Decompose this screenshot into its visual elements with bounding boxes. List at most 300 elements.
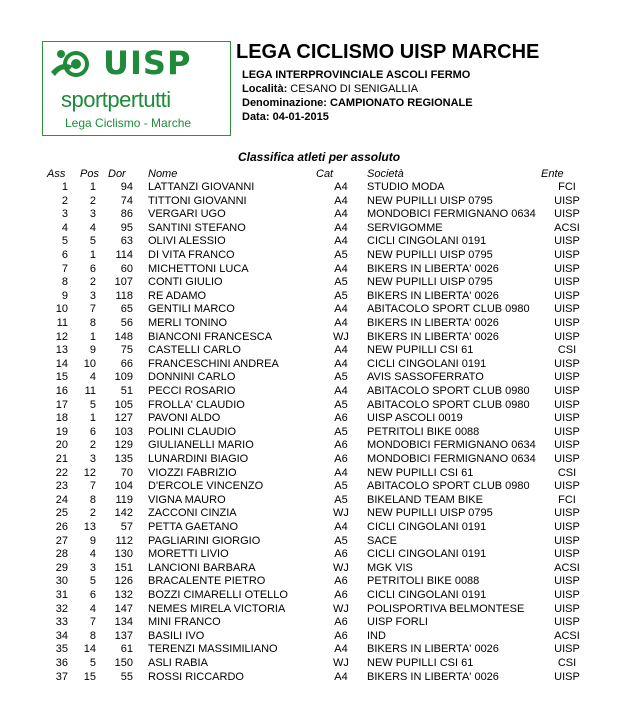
table-row — [0, 589, 641, 603]
category-cell: A6 — [334, 629, 348, 642]
team-cell: NEW PUPILLI CSI 61 — [367, 344, 474, 357]
bib-cell: 135 — [114, 453, 133, 465]
athlete-name-cell: ZACCONI CINZIA — [148, 507, 237, 520]
category-cell: A4 — [334, 194, 348, 207]
rank-cell: 30 — [55, 575, 68, 588]
table-row — [0, 358, 641, 372]
category-cell: A5 — [334, 289, 348, 302]
category-position-cell: 2 — [89, 507, 96, 520]
category-cell: A6 — [334, 616, 348, 629]
entity-cell: UISP — [554, 385, 580, 397]
team-cell: UISP ASCOLI 0019 — [367, 412, 463, 425]
entity-cell: CSI — [557, 344, 577, 357]
table-row — [0, 467, 641, 481]
rank-cell: 5 — [61, 235, 68, 248]
category-cell: A5 — [334, 493, 348, 506]
entity-cell: UISP — [554, 357, 580, 370]
team-cell: IND — [367, 629, 386, 642]
category-cell: A4 — [334, 670, 348, 683]
category-position-cell: 8 — [89, 629, 96, 642]
category-position-cell: 2 — [89, 194, 96, 207]
col-ass: Ass — [47, 168, 66, 180]
team-cell: SERVIGOMME — [367, 221, 443, 234]
rank-cell: 10 — [55, 303, 68, 316]
entity-cell: CSI — [557, 657, 577, 669]
bib-cell: 66 — [120, 357, 133, 370]
category-position-cell: 2 — [89, 439, 96, 452]
athlete-name-cell: BASILI IVO — [148, 629, 205, 642]
team-cell: NEW PUPILLI UISP 0795 — [367, 249, 493, 261]
team-cell: CICLI CINGOLANI 0191 — [367, 357, 487, 370]
rank-cell: 27 — [55, 534, 68, 547]
team-cell: BIKERS IN LIBERTA' 0026 — [367, 670, 499, 683]
team-cell: PETRITOLI BIKE 0088 — [367, 425, 480, 438]
rank-cell: 32 — [55, 602, 68, 615]
team-cell: CICLI CINGOLANI 0191 — [367, 235, 487, 248]
category-cell: WJ — [333, 507, 349, 520]
rank-cell: 26 — [55, 521, 68, 533]
team-cell: POLISPORTIVA BELMONTESE — [367, 602, 525, 615]
rank-cell: 1 — [61, 181, 68, 193]
rank-cell: 19 — [55, 425, 68, 438]
athlete-name-cell: MORETTI LIVIO — [148, 548, 229, 561]
team-cell: BIKERS IN LIBERTA' 0026 — [367, 317, 499, 329]
table-row — [0, 562, 641, 576]
table-row — [0, 412, 641, 426]
category-position-cell: 7 — [89, 616, 96, 629]
category-position-cell: 6 — [89, 262, 96, 275]
category-position-cell: 11 — [84, 385, 96, 397]
bib-cell: 63 — [120, 235, 133, 248]
rank-cell: 18 — [55, 412, 68, 425]
category-cell: WJ — [333, 561, 349, 574]
athlete-name-cell: GENTILI MARCO — [148, 303, 235, 316]
team-cell: MGK VIS — [367, 561, 413, 574]
category-position-cell: 7 — [89, 303, 96, 316]
entity-cell: UISP — [554, 507, 580, 520]
category-cell: A4 — [334, 235, 348, 248]
category-cell: A5 — [334, 276, 348, 289]
entity-cell: UISP — [554, 616, 580, 629]
category-position-cell: 2 — [89, 276, 96, 289]
team-cell: CICLI CINGOLANI 0191 — [367, 589, 487, 601]
date-line: Data: 04-01-2015 — [242, 111, 329, 123]
athlete-name-cell: TERENZI MASSIMILIANO — [148, 643, 278, 656]
team-cell: CICLI CINGOLANI 0191 — [367, 548, 487, 561]
bib-cell: 142 — [114, 507, 133, 520]
rank-cell: 17 — [55, 398, 68, 411]
bib-cell: 119 — [115, 493, 133, 506]
category-cell: A6 — [334, 412, 348, 425]
rank-cell: 24 — [55, 493, 68, 506]
category-position-cell: 14 — [83, 643, 96, 656]
bib-cell: 126 — [114, 575, 133, 588]
rank-cell: 21 — [55, 453, 68, 465]
entity-cell: UISP — [554, 453, 580, 465]
bib-cell: 107 — [114, 276, 133, 289]
entity-cell: UISP — [554, 194, 580, 207]
bib-cell: 103 — [114, 425, 133, 438]
logo-subtitle: Lega Ciclismo - Marche — [65, 116, 192, 130]
category-position-cell: 8 — [89, 493, 96, 506]
category-cell: A6 — [334, 589, 348, 601]
team-cell: BIKERS IN LIBERTA' 0026 — [367, 262, 499, 275]
table-row — [0, 575, 641, 589]
team-cell: NEW PUPILLI CSI 61 — [367, 657, 474, 669]
rank-cell: 11 — [56, 317, 68, 329]
athlete-name-cell: CASTELLI CARLO — [148, 344, 241, 357]
bib-cell: 109 — [114, 371, 133, 384]
entity-cell: CSI — [557, 466, 577, 479]
athlete-name-cell: PETTA GAETANO — [148, 521, 239, 533]
table-row — [0, 603, 641, 617]
entity-cell: UISP — [554, 317, 580, 329]
table-row — [0, 331, 641, 345]
athlete-name-cell: RE ADAMO — [148, 289, 207, 302]
entity-cell: UISP — [554, 602, 580, 615]
table-row — [0, 535, 641, 549]
rank-cell: 4 — [61, 221, 68, 234]
entity-cell: UISP — [554, 521, 580, 533]
table-row — [0, 399, 641, 413]
category-cell: A4 — [334, 385, 348, 397]
athlete-name-cell: LUNARDINI BIAGIO — [148, 453, 249, 465]
bib-cell: 55 — [120, 670, 133, 683]
bib-cell: 70 — [120, 466, 133, 479]
table-row — [0, 208, 641, 222]
bib-cell: 51 — [120, 385, 133, 397]
team-cell: ABITACOLO SPORT CLUB 0980 — [367, 398, 530, 411]
category-cell: A4 — [334, 181, 348, 193]
athlete-name-cell: VIOZZI FABRIZIO — [148, 466, 237, 479]
athlete-name-cell: BRACALENTE PIETRO — [148, 575, 266, 588]
table-row — [0, 548, 641, 562]
athlete-name-cell: LATTANZI GIOVANNI — [148, 181, 255, 193]
entity-cell: UISP — [554, 303, 580, 316]
rank-cell: 14 — [55, 357, 68, 370]
entity-cell: UISP — [554, 589, 580, 601]
category-cell: A6 — [334, 575, 348, 588]
table-row — [0, 263, 641, 277]
entity-cell: FCI — [558, 181, 576, 193]
rank-cell: 37 — [55, 670, 68, 683]
athlete-name-cell: PECCI ROSARIO — [148, 385, 236, 397]
table-row — [0, 385, 641, 399]
entity-cell: UISP — [554, 276, 580, 289]
entity-cell: UISP — [554, 249, 580, 261]
table-subtitle: Classifica atleti per assoluto — [238, 150, 401, 164]
category-position-cell: 6 — [89, 425, 96, 438]
bib-cell: 148 — [114, 330, 133, 343]
logo-brand: UISP — [103, 44, 192, 82]
athlete-name-cell: ASLI RABIA — [148, 657, 208, 669]
rank-cell: 23 — [55, 480, 68, 493]
bib-cell: 118 — [115, 289, 133, 302]
category-position-cell: 7 — [89, 480, 96, 493]
category-cell: A4 — [334, 208, 348, 221]
rank-cell: 3 — [61, 208, 68, 221]
table-row — [0, 671, 641, 685]
table-row — [0, 630, 641, 644]
team-cell: ABITACOLO SPORT CLUB 0980 — [367, 480, 530, 493]
athlete-name-cell: SANTINI STEFANO — [148, 221, 246, 234]
table-row — [0, 276, 641, 290]
athlete-name-cell: MINI FRANCO — [148, 616, 221, 629]
bib-cell: 132 — [114, 589, 133, 601]
category-cell: A6 — [334, 548, 348, 561]
event-name-line: Denominazione: CAMPIONATO REGIONALE — [242, 97, 473, 109]
category-position-cell: 5 — [89, 235, 96, 248]
entity-cell: UISP — [554, 235, 580, 248]
table-row — [0, 222, 641, 236]
category-position-cell: 5 — [89, 398, 96, 411]
rank-cell: 6 — [61, 249, 68, 261]
athlete-name-cell: NEMES MIRELA VICTORIA — [148, 602, 286, 615]
table-row — [0, 480, 641, 494]
team-cell: AVIS SASSOFERRATO — [367, 371, 484, 384]
category-cell: A4 — [334, 262, 348, 275]
table-row — [0, 249, 641, 263]
category-position-cell: 3 — [89, 208, 96, 221]
rank-cell: 33 — [55, 616, 68, 629]
rank-cell: 13 — [55, 344, 68, 357]
team-cell: MONDOBICI FERMIGNANO 0634 — [367, 208, 536, 221]
category-position-cell: 8 — [89, 317, 96, 329]
entity-cell: ACSI — [554, 221, 580, 234]
rank-cell: 9 — [61, 289, 68, 302]
table-row — [0, 521, 641, 535]
bib-cell: 75 — [120, 344, 133, 357]
rank-cell: 16 — [55, 385, 68, 397]
entity-cell: UISP — [554, 670, 580, 683]
bib-cell: 127 — [114, 412, 133, 425]
rank-cell: 7 — [61, 262, 68, 275]
col-ente: Ente — [541, 168, 564, 180]
category-cell: A5 — [334, 480, 348, 493]
rank-cell: 15 — [55, 371, 68, 384]
bib-cell: 74 — [120, 194, 133, 207]
athlete-name-cell: POLINI CLAUDIO — [148, 425, 237, 438]
category-cell: A4 — [334, 466, 348, 479]
bib-cell: 129 — [114, 439, 133, 452]
bib-cell: 61 — [120, 643, 133, 656]
bib-cell: 60 — [120, 262, 133, 275]
athlete-name-cell: VIGNA MAURO — [148, 493, 226, 506]
team-cell: UISP FORLI — [367, 616, 428, 629]
category-position-cell: 12 — [83, 466, 96, 479]
bib-cell: 151 — [114, 561, 133, 574]
category-position-cell: 15 — [83, 670, 96, 683]
team-cell: SACE — [367, 534, 397, 547]
category-cell: A6 — [334, 439, 348, 452]
category-position-cell: 5 — [89, 657, 96, 669]
entity-cell: UISP — [554, 439, 580, 452]
category-cell: A4 — [334, 521, 348, 533]
entity-cell: UISP — [554, 208, 580, 221]
athlete-name-cell: D'ERCOLE VINCENZO — [148, 480, 264, 493]
team-cell: BIKERS IN LIBERTA' 0026 — [367, 330, 499, 343]
col-dor: Dor — [108, 168, 126, 180]
athlete-name-cell: GIULIANELLI MARIO — [148, 439, 254, 452]
page-title: LEGA CICLISMO UISP MARCHE — [236, 41, 540, 63]
table-row — [0, 371, 641, 385]
bib-cell: 150 — [114, 657, 133, 669]
athlete-name-cell: MERLI TONINO — [148, 317, 228, 329]
team-cell: BIKERS IN LIBERTA' 0026 — [367, 643, 499, 656]
table-row — [0, 235, 641, 249]
category-cell: WJ — [333, 657, 349, 669]
rank-cell: 2 — [61, 194, 68, 207]
uisp-logo — [42, 41, 231, 136]
table-row — [0, 303, 641, 317]
table-row — [0, 181, 641, 195]
bib-cell: 114 — [115, 249, 133, 261]
category-position-cell: 4 — [89, 602, 96, 615]
logo-emblem-icon — [43, 42, 103, 88]
category-position-cell: 1 — [89, 412, 96, 425]
entity-cell: FCI — [558, 493, 576, 506]
athlete-name-cell: TITTONI GIOVANNI — [148, 194, 247, 207]
athlete-name-cell: CONTI GIULIO — [148, 276, 223, 289]
category-cell: A5 — [334, 371, 348, 384]
category-cell: A4 — [334, 357, 348, 370]
category-position-cell: 3 — [89, 561, 96, 574]
category-position-cell: 4 — [89, 548, 96, 561]
athlete-name-cell: FRANCESCHINI ANDREA — [148, 357, 279, 370]
category-position-cell: 3 — [89, 453, 96, 465]
bib-cell: 95 — [120, 221, 133, 234]
rank-cell: 8 — [61, 276, 68, 289]
team-cell: MONDOBICI FERMIGNANO 0634 — [367, 439, 536, 452]
entity-cell: ACSI — [554, 561, 580, 574]
category-cell: WJ — [333, 330, 349, 343]
entity-cell: UISP — [554, 425, 580, 438]
rank-cell: 25 — [55, 507, 68, 520]
team-cell: STUDIO MODA — [367, 181, 445, 193]
bib-cell: 86 — [120, 208, 133, 221]
category-cell: A4 — [334, 221, 348, 234]
entity-cell: ACSI — [554, 629, 580, 642]
athlete-name-cell: PAGLIARINI GIORGIO — [148, 534, 261, 547]
category-position-cell: 9 — [89, 534, 96, 547]
rank-cell: 36 — [55, 657, 68, 669]
category-position-cell: 5 — [89, 575, 96, 588]
entity-cell: UISP — [554, 412, 580, 425]
entity-cell: UISP — [554, 548, 580, 561]
category-cell: A5 — [334, 249, 348, 261]
org-name: LEGA INTERPROVINCIALE ASCOLI FERMO — [242, 69, 471, 81]
team-cell: NEW PUPILLI UISP 0795 — [367, 194, 493, 207]
athlete-name-cell: OLIVI ALESSIO — [148, 235, 226, 248]
category-cell: A4 — [334, 303, 348, 316]
category-position-cell: 9 — [89, 344, 96, 357]
bib-cell: 94 — [120, 181, 133, 193]
category-cell: A5 — [334, 425, 348, 438]
entity-cell: UISP — [554, 575, 580, 588]
table-row — [0, 344, 641, 358]
category-position-cell: 1 — [89, 181, 96, 193]
bib-cell: 65 — [120, 303, 133, 316]
category-position-cell: 10 — [83, 357, 96, 370]
athlete-name-cell: MICHETTONI LUCA — [148, 262, 249, 275]
table-row — [0, 317, 641, 331]
bib-cell: 147 — [114, 602, 133, 615]
category-position-cell: 3 — [89, 289, 96, 302]
bib-cell: 137 — [114, 629, 133, 642]
rank-cell: 20 — [55, 439, 68, 452]
bib-cell: 112 — [115, 534, 133, 547]
category-position-cell: 1 — [89, 330, 96, 343]
table-row — [0, 290, 641, 304]
rank-cell: 29 — [55, 561, 68, 574]
bib-cell: 105 — [114, 398, 133, 411]
team-cell: ABITACOLO SPORT CLUB 0980 — [367, 303, 530, 316]
category-cell: A4 — [334, 317, 348, 329]
team-cell: BIKERS IN LIBERTA' 0026 — [367, 289, 499, 302]
table-row — [0, 195, 641, 209]
bib-cell: 134 — [114, 616, 133, 629]
entity-cell: UISP — [554, 398, 580, 411]
athlete-name-cell: BOZZI CIMARELLI OTELLO — [148, 589, 288, 601]
col-cat: Cat — [316, 168, 334, 180]
category-position-cell: 1 — [89, 249, 96, 261]
entity-cell: UISP — [554, 480, 580, 493]
col-societa: Società — [367, 168, 404, 180]
athlete-name-cell: ROSSI RICCARDO — [148, 670, 244, 683]
bib-cell: 130 — [114, 548, 133, 561]
rank-cell: 12 — [55, 330, 68, 343]
team-cell: ABITACOLO SPORT CLUB 0980 — [367, 385, 530, 397]
entity-cell: UISP — [554, 371, 580, 384]
logo-tagline: sportpertutti — [61, 87, 171, 112]
category-position-cell: 4 — [89, 371, 96, 384]
athlete-name-cell: VERGARI UGO — [148, 208, 226, 221]
athlete-name-cell: FROLLA' CLAUDIO — [148, 398, 245, 411]
table-row — [0, 494, 641, 508]
rank-cell: 28 — [55, 548, 68, 561]
team-cell: MONDOBICI FERMIGNANO 0634 — [367, 453, 536, 465]
table-row — [0, 426, 641, 440]
athlete-name-cell: LANCIONI BARBARA — [148, 561, 256, 574]
team-cell: CICLI CINGOLANI 0191 — [367, 521, 487, 533]
table-row — [0, 643, 641, 657]
athlete-name-cell: DI VITA FRANCO — [148, 249, 235, 261]
team-cell: PETRITOLI BIKE 0088 — [367, 575, 480, 588]
table-row — [0, 507, 641, 521]
team-cell: BIKELAND TEAM BIKE — [367, 493, 483, 506]
category-cell: A6 — [334, 453, 348, 465]
bib-cell: 57 — [120, 521, 133, 533]
entity-cell: UISP — [554, 289, 580, 302]
rank-cell: 22 — [55, 466, 68, 479]
category-cell: A4 — [334, 643, 348, 656]
athlete-name-cell: BIANCONI FRANCESCA — [148, 330, 273, 343]
rank-cell: 35 — [55, 643, 68, 656]
table-row — [0, 439, 641, 453]
entity-cell: UISP — [554, 534, 580, 547]
rank-cell: 31 — [55, 589, 68, 601]
entity-cell: UISP — [554, 262, 580, 275]
category-cell: WJ — [333, 602, 349, 615]
bib-cell: 56 — [120, 317, 133, 329]
athlete-name-cell: DONNINI CARLO — [148, 371, 236, 384]
table-row — [0, 453, 641, 467]
category-position-cell: 13 — [83, 521, 96, 533]
category-cell: A4 — [334, 344, 348, 357]
location-line: Località: CESANO DI SENIGALLIA — [242, 83, 419, 95]
table-row — [0, 657, 641, 671]
entity-cell: UISP — [554, 330, 580, 343]
